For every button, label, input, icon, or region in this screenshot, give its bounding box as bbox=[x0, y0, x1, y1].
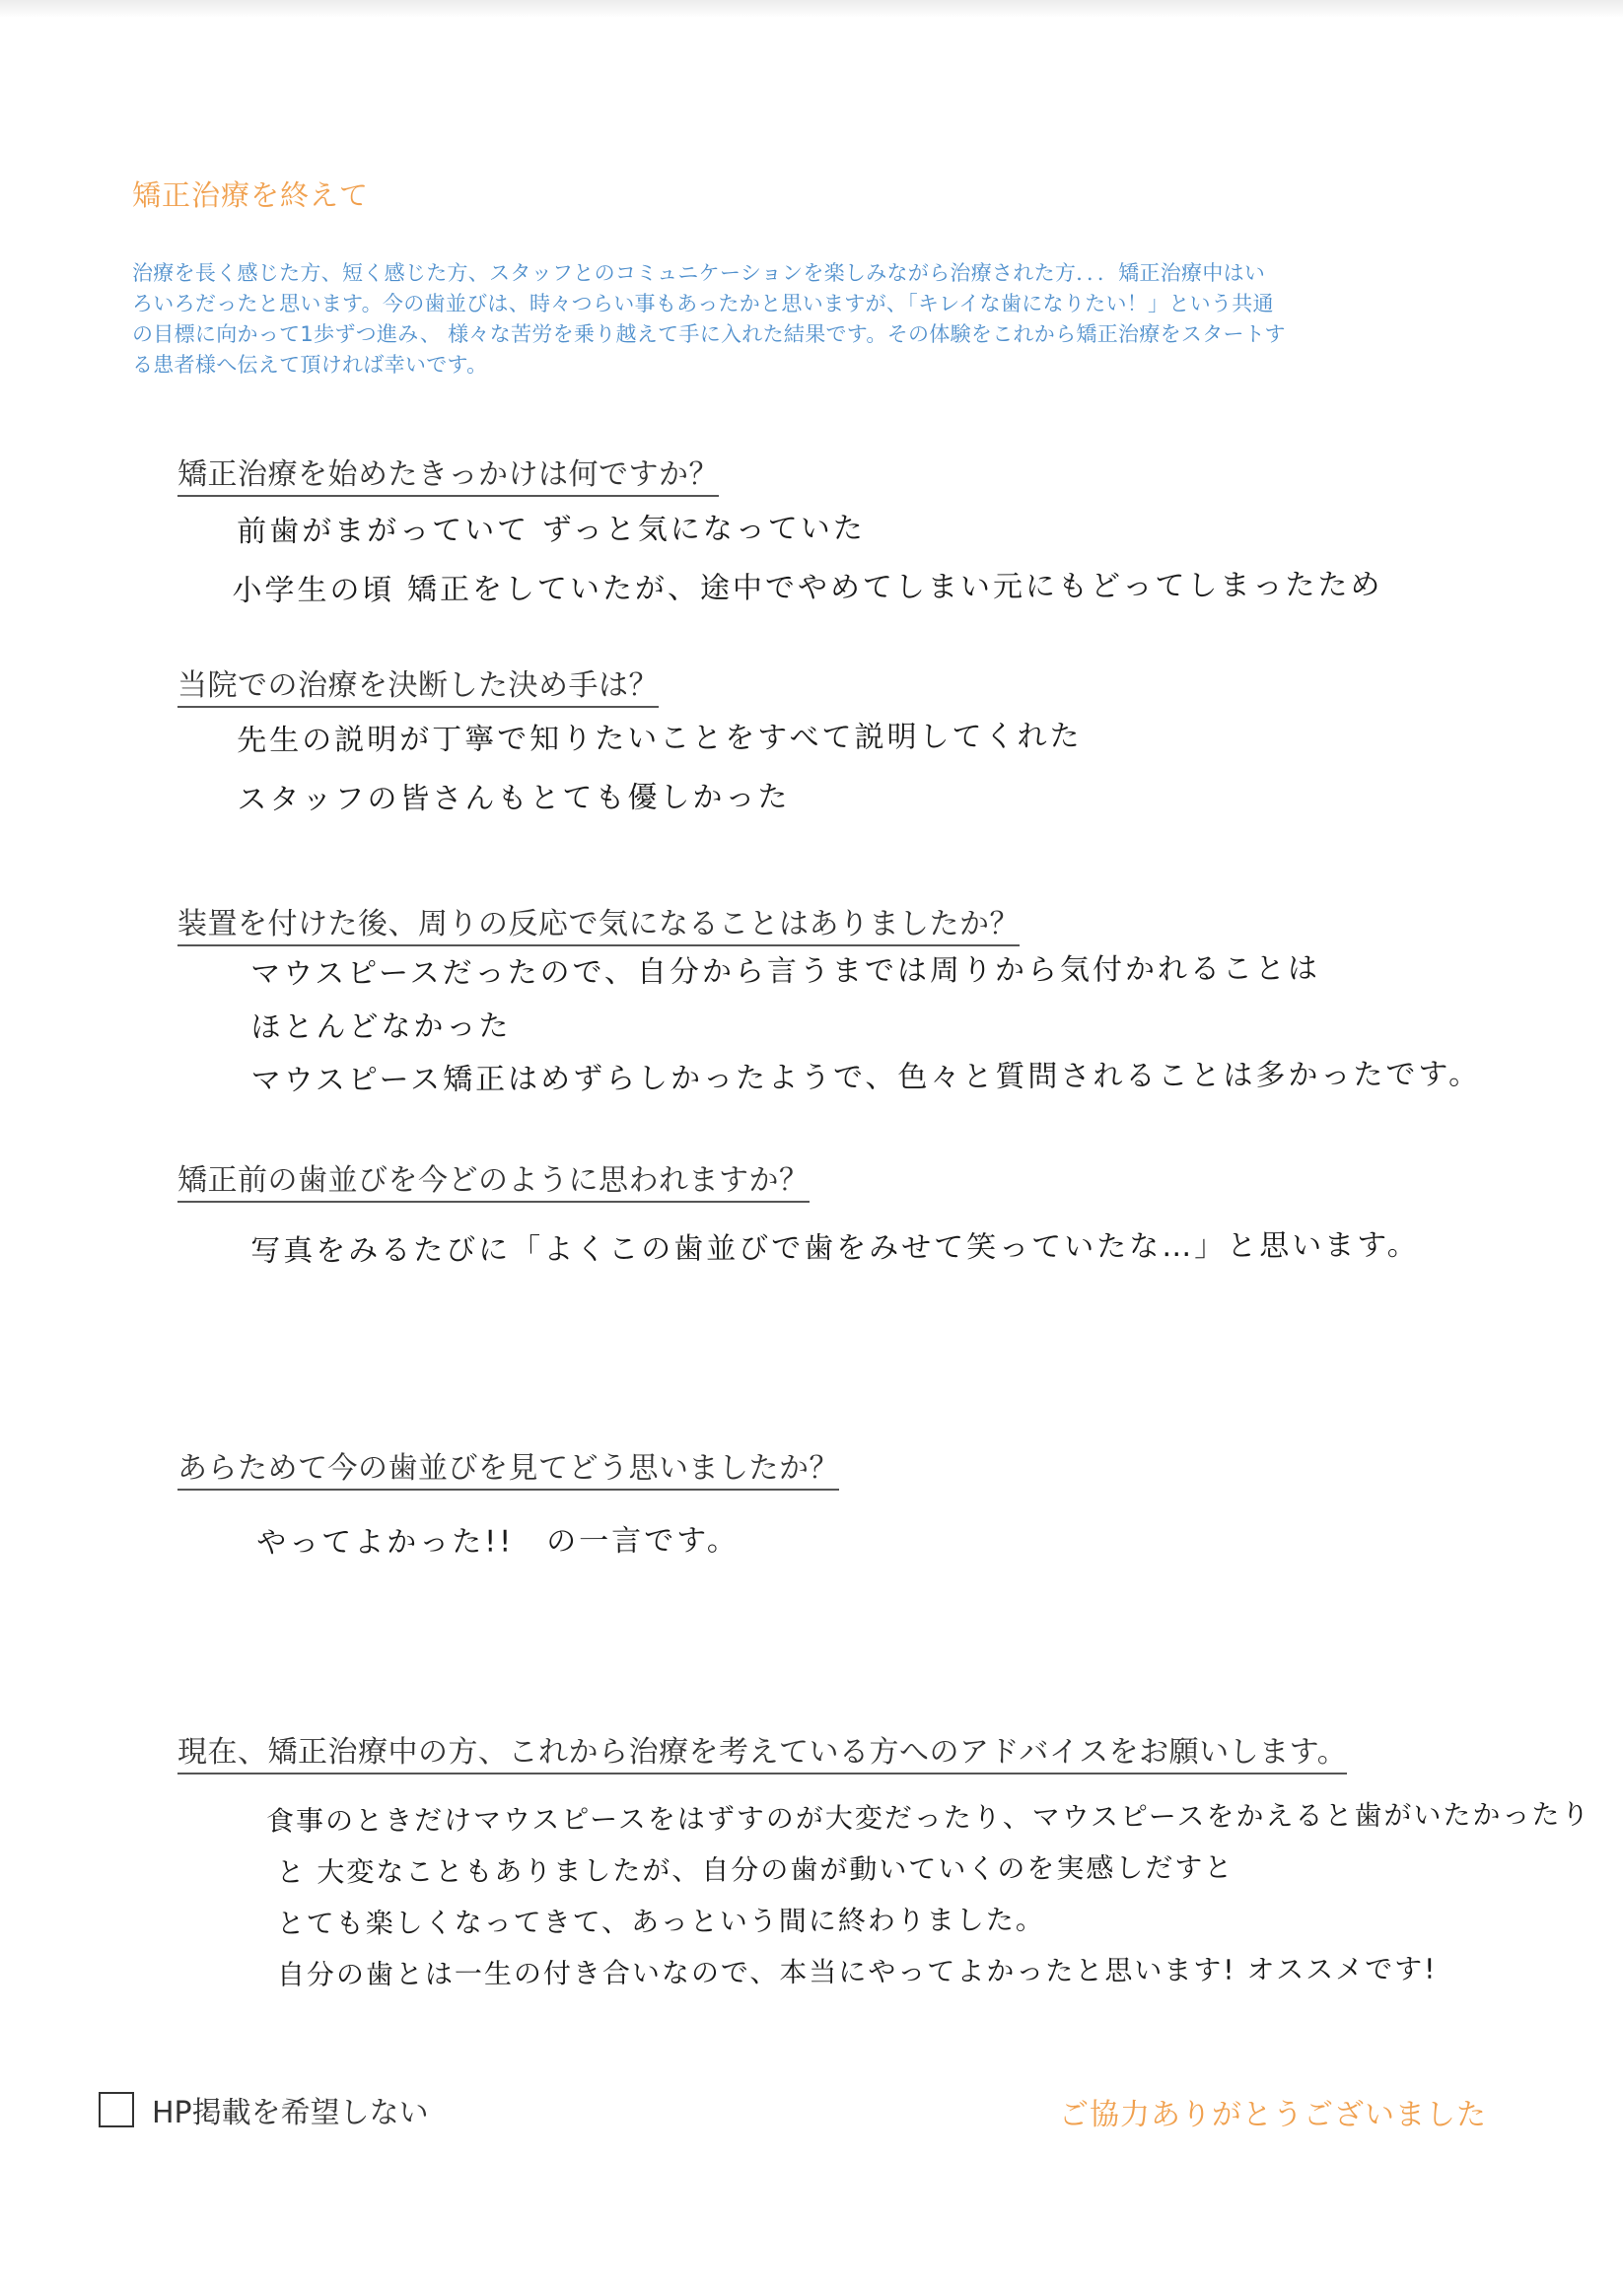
answer-line: マウスピース矯正はめずらしかったようで、色々と質問されることは多かったです。 bbox=[250, 1057, 1482, 1098]
intro-line: の目標に向かって1歩ずつ進み、 様々な苦労を乗り越えて手に入れた結果です。その体験をこれから矯正治療をスタートす bbox=[132, 322, 1286, 346]
answer-line: マウスピースだったので、自分から言うまでは周りから気付かれることは bbox=[250, 951, 1321, 992]
question-1: 矯正治療を始めたきっかけは何ですか？ bbox=[177, 450, 719, 497]
answer-line: と 大変なこともありましたが、自分の歯が動いていくのを実感しだすと bbox=[276, 1850, 1235, 1889]
answer-line: 食事のときだけマウスピースをはずすのが大変だったり、マウスピースをかえると歯がいたかったり bbox=[266, 1797, 1591, 1838]
opt-out-row[interactable] bbox=[99, 2088, 429, 2131]
answer-4 bbox=[237, 1217, 1420, 1282]
answer-line: 写真をみるたびに「よくこの歯並びで歯をみせて笑っていたな…」と思います。 bbox=[250, 1227, 1420, 1269]
answer-line: ほとんどなかった bbox=[250, 1009, 512, 1045]
opt-out-checkbox[interactable] bbox=[99, 2092, 134, 2127]
answer-line: 先生の説明が丁寧で知りたいことをすべて説明してくれた bbox=[237, 719, 1083, 758]
answer-line: やってよかった!! の一言です。 bbox=[256, 1523, 740, 1561]
intro-line: る患者様へ伝えて頂ければ幸いです。 bbox=[132, 353, 488, 377]
question-2: 当院での治療を決断した決め手は？ bbox=[177, 661, 659, 708]
question-3: 装置を付けた後、周りの反応で気になることはありましたか？ bbox=[177, 899, 1020, 946]
answer-5 bbox=[237, 1511, 740, 1573]
answer-3 bbox=[237, 941, 1481, 1108]
question-6: 現在、矯正治療中の方、これから治療を考えている方へのアドバイスをお願いします。 bbox=[177, 1727, 1347, 1774]
answer-line: 自分の歯とは一生の付き合いなので、本当にやってよかったと思います! オススメです! bbox=[276, 1952, 1438, 1991]
intro-text bbox=[132, 258, 1493, 381]
answer-line: とても楽しくなってきて、あっという間に終わりました。 bbox=[276, 1903, 1045, 1940]
question-5: あらためて今の歯並びを見てどう思いましたか？ bbox=[177, 1443, 839, 1491]
scan-edge bbox=[0, 0, 1623, 18]
thanks-message: ご協力ありがとうございました bbox=[1059, 2098, 1487, 2132]
page-title: 矯正治療を終えて bbox=[132, 178, 370, 212]
intro-line: 治療を長く感じた方、短く感じた方、スタッフとのコミュニケーションを楽しみながら治療された方．．．矯正治療中はい bbox=[132, 261, 1266, 285]
answer-6 bbox=[237, 1789, 1591, 2001]
question-4: 矯正前の歯並びを今どのように思われますか？ bbox=[177, 1155, 810, 1203]
answer-line: スタッフの皆さんもとても優しかった bbox=[237, 780, 791, 817]
answer-line: 前歯がまがっていて ずっと気になっていた bbox=[237, 511, 866, 549]
answer-line: 小学生の頃 矯正をしていたが、途中でやめてしまい元にもどってしまったため bbox=[232, 567, 1383, 609]
answer-1 bbox=[232, 497, 1383, 621]
intro-line: ろいろだったと思います。今の歯並びは、時々つらい事もあったかと思いますが、「キレイな歯になりたい！」という共通 bbox=[132, 292, 1274, 315]
answer-2 bbox=[237, 708, 1083, 830]
opt-out-label: HP掲載を希望しない bbox=[152, 2096, 429, 2130]
